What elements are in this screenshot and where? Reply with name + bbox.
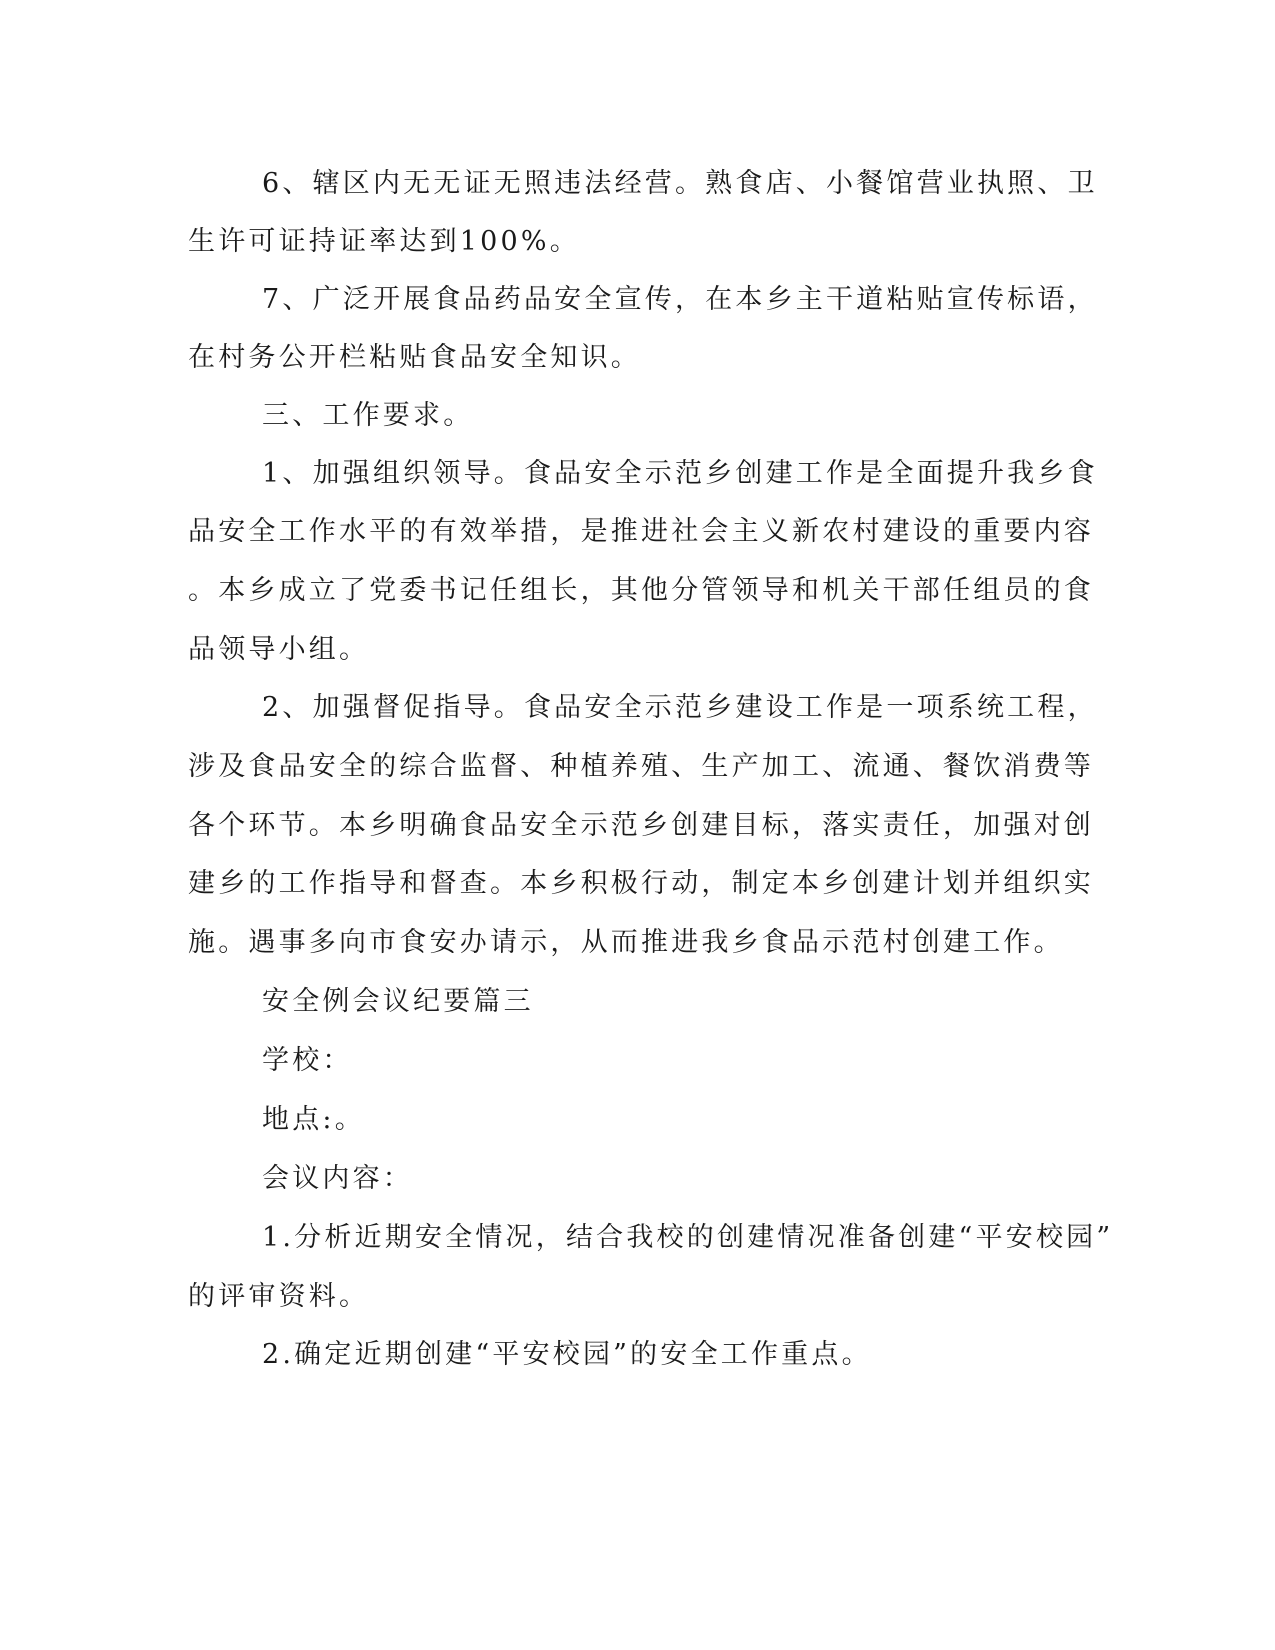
requirement-2-line-1: 2、加强督促指导。食品安全示范乡建设工作是一项系统工程， <box>262 692 1098 723</box>
requirement-2-line-2: 涉及食品安全的综合监督、种植养殖、生产加工、流通、餐饮消费等 <box>188 751 1094 782</box>
paragraph-6-line-1: 6、辖区内无无证无照违法经营。熟食店、小餐馆营业执照、卫 <box>262 168 1098 199</box>
requirement-1-line-4: 品领导小组。 <box>188 634 370 665</box>
content-item-2: 2.确定近期创建“平安校园”的安全工作重点。 <box>262 1339 872 1370</box>
paragraph-7-line-1: 7、广泛开展食品药品安全宣传，在本乡主干道粘贴宣传标语， <box>262 284 1098 315</box>
paragraph-7-line-2: 在村务公开栏粘贴食品安全知识。 <box>188 342 641 373</box>
school-label: 学校： <box>262 1045 353 1076</box>
section-heading-work-requirements: 三、工作要求。 <box>262 400 474 431</box>
meeting-content-label: 会议内容： <box>262 1163 413 1194</box>
requirement-2-line-3: 各个环节。本乡明确食品安全示范乡创建目标，落实责任，加强对创 <box>188 810 1094 841</box>
requirement-1-line-2: 品安全工作水平的有效举措，是推进社会主义新农村建设的重要内容 <box>188 516 1094 547</box>
section-title-part-three: 安全例会议纪要篇三 <box>262 986 534 1017</box>
content-item-1-line-1: 1.分析近期安全情况，结合我校的创建情况准备创建“平安校园” <box>262 1222 1114 1253</box>
location-label: 地点:。 <box>262 1104 365 1135</box>
content-item-1-line-2: 的评审资料。 <box>188 1281 370 1312</box>
requirement-2-line-5: 施。遇事多向市食安办请示，从而推进我乡食品示范村创建工作。 <box>188 927 1064 958</box>
paragraph-6-line-2: 生许可证持证率达到100%。 <box>188 226 580 257</box>
requirement-1-line-3: 。本乡成立了党委书记任组长，其他分管领导和机关干部任组员的食 <box>188 575 1094 606</box>
requirement-2-line-4: 建乡的工作指导和督查。本乡积极行动，制定本乡创建计划并组织实 <box>188 868 1094 899</box>
requirement-1-line-1: 1、加强组织领导。食品安全示范乡创建工作是全面提升我乡食 <box>262 458 1098 489</box>
